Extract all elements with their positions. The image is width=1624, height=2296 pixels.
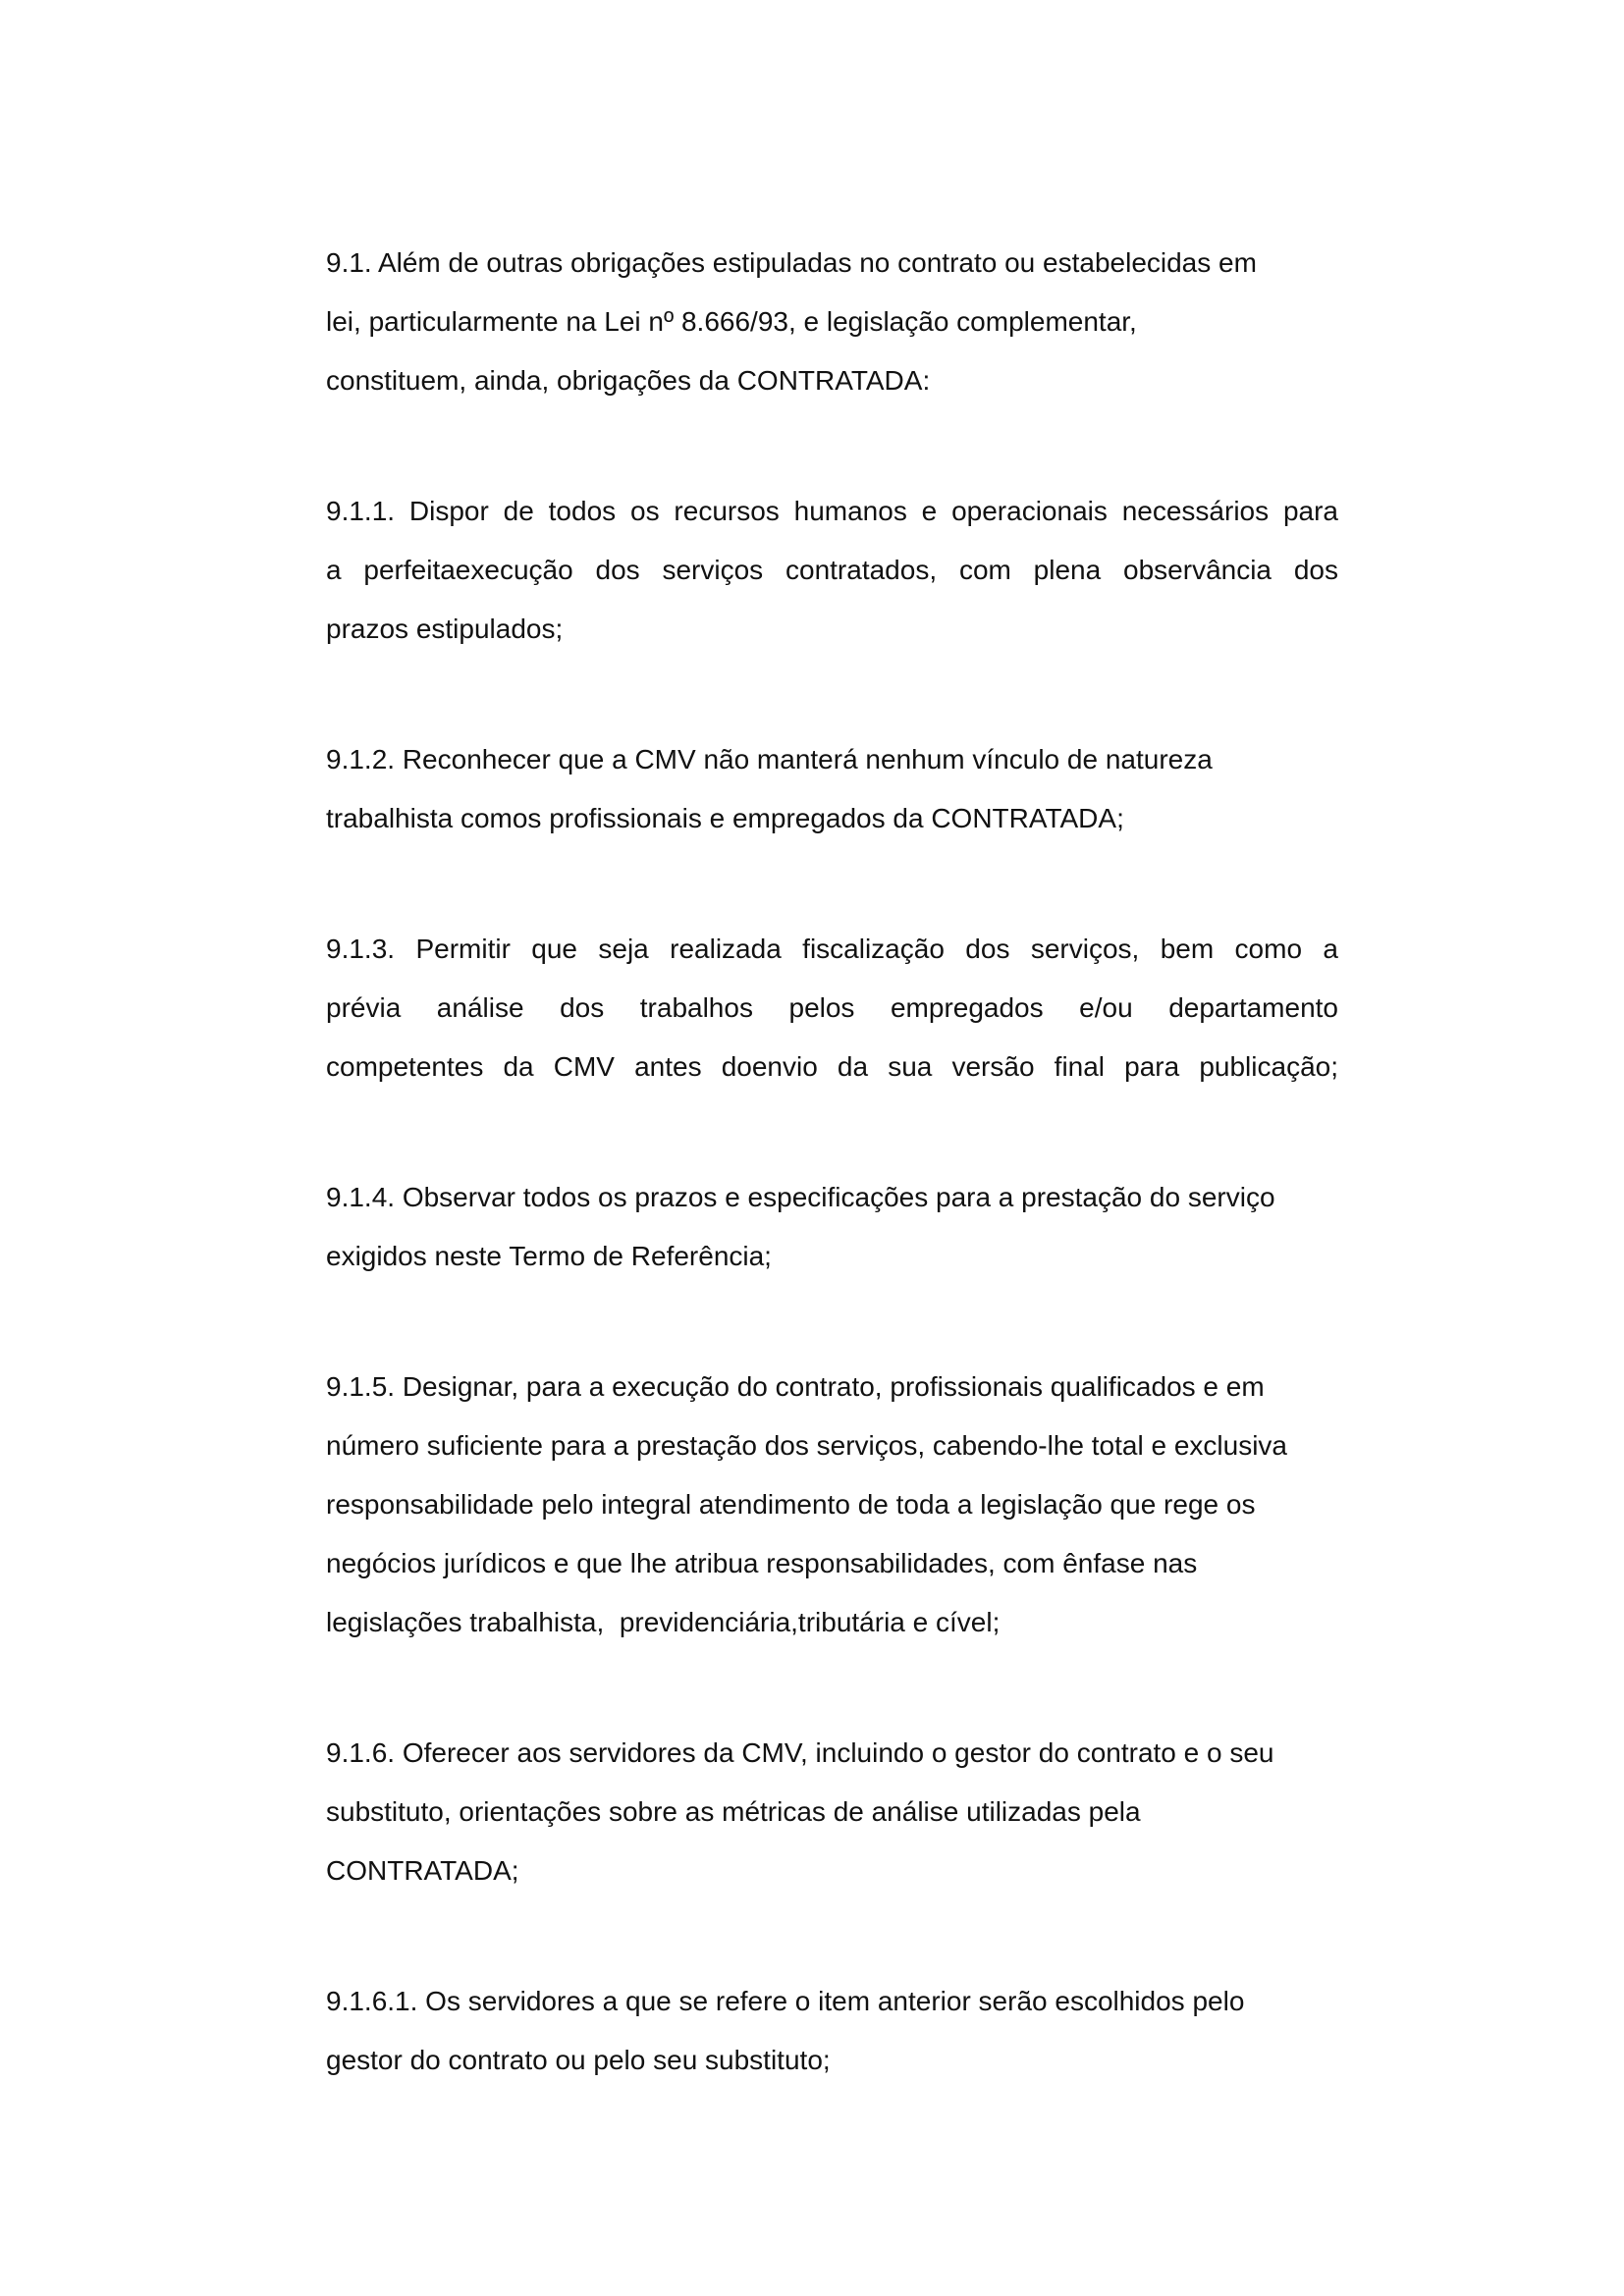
paragraph-9-1-4 bbox=[326, 1168, 1338, 1286]
paragraph-9-1-6 bbox=[326, 1724, 1338, 1900]
document-body bbox=[326, 234, 1338, 2090]
text-line: 9.1.6.1. Os servidores a que se refere o item anterior serão escolhidos pelo bbox=[326, 1986, 1245, 2016]
text-line: 9.1.5. Designar, para a execução do contrato, profissionais qualificados e em bbox=[326, 1371, 1265, 1402]
text-line: competentes da CMV antes doenvio da sua versão final para publicação; bbox=[326, 1051, 1338, 1082]
text-line: 9.1.4. Observar todos os prazos e especificações para a prestação do serviço bbox=[326, 1182, 1275, 1212]
paragraph-9-1-5 bbox=[326, 1358, 1338, 1652]
text-line: prazos estipulados; bbox=[326, 614, 564, 644]
text-line: negócios jurídicos e que lhe atribua responsabilidades, com ênfase nas bbox=[326, 1548, 1198, 1578]
text-line: 9.1.2. Reconhecer que a CMV não manterá nenhum vínculo de natureza bbox=[326, 744, 1213, 774]
paragraph-9-1-6-1 bbox=[326, 1972, 1338, 2090]
text-line: trabalhista comos profissionais e empregados da CONTRATADA; bbox=[326, 803, 1124, 833]
paragraph-9-1-1 bbox=[326, 482, 1338, 659]
paragraph-9-1-3 bbox=[326, 920, 1338, 1096]
text-line: 9.1.6. Oferecer aos servidores da CMV, incluindo o gestor do contrato e o seu bbox=[326, 1737, 1274, 1768]
text-line: constituem, ainda, obrigações da CONTRATADA: bbox=[326, 365, 931, 396]
text-line: 9.1.1. Dispor de todos os recursos humanos e operacionais necessários para bbox=[326, 496, 1338, 526]
text-line: número suficiente para a prestação dos serviços, cabendo-lhe total e exclusiva bbox=[326, 1430, 1287, 1461]
text-line: legislações trabalhista, previdenciária,tributária e cível; bbox=[326, 1607, 1001, 1637]
text-line: exigidos neste Termo de Referência; bbox=[326, 1241, 772, 1271]
paragraph-9-1 bbox=[326, 234, 1338, 410]
text-line: 9.1. Além de outras obrigações estipuladas no contrato ou estabelecidas em bbox=[326, 247, 1257, 278]
paragraph-9-1-2 bbox=[326, 730, 1338, 848]
text-line: a perfeitaexecução dos serviços contratados, com plena observância dos bbox=[326, 555, 1338, 585]
text-line: CONTRATADA; bbox=[326, 1855, 519, 1886]
text-line: prévia análise dos trabalhos pelos empregados e/ou departamento bbox=[326, 992, 1338, 1023]
text-line: substituto, orientações sobre as métricas de análise utilizadas pela bbox=[326, 1796, 1141, 1827]
text-line: gestor do contrato ou pelo seu substituto; bbox=[326, 2045, 831, 2075]
text-line: lei, particularmente na Lei nº 8.666/93, e legislação complementar, bbox=[326, 306, 1137, 337]
text-line: responsabilidade pelo integral atendimento de toda a legislação que rege os bbox=[326, 1489, 1256, 1520]
text-line: 9.1.3. Permitir que seja realizada fiscalização dos serviços, bem como a bbox=[326, 934, 1338, 964]
